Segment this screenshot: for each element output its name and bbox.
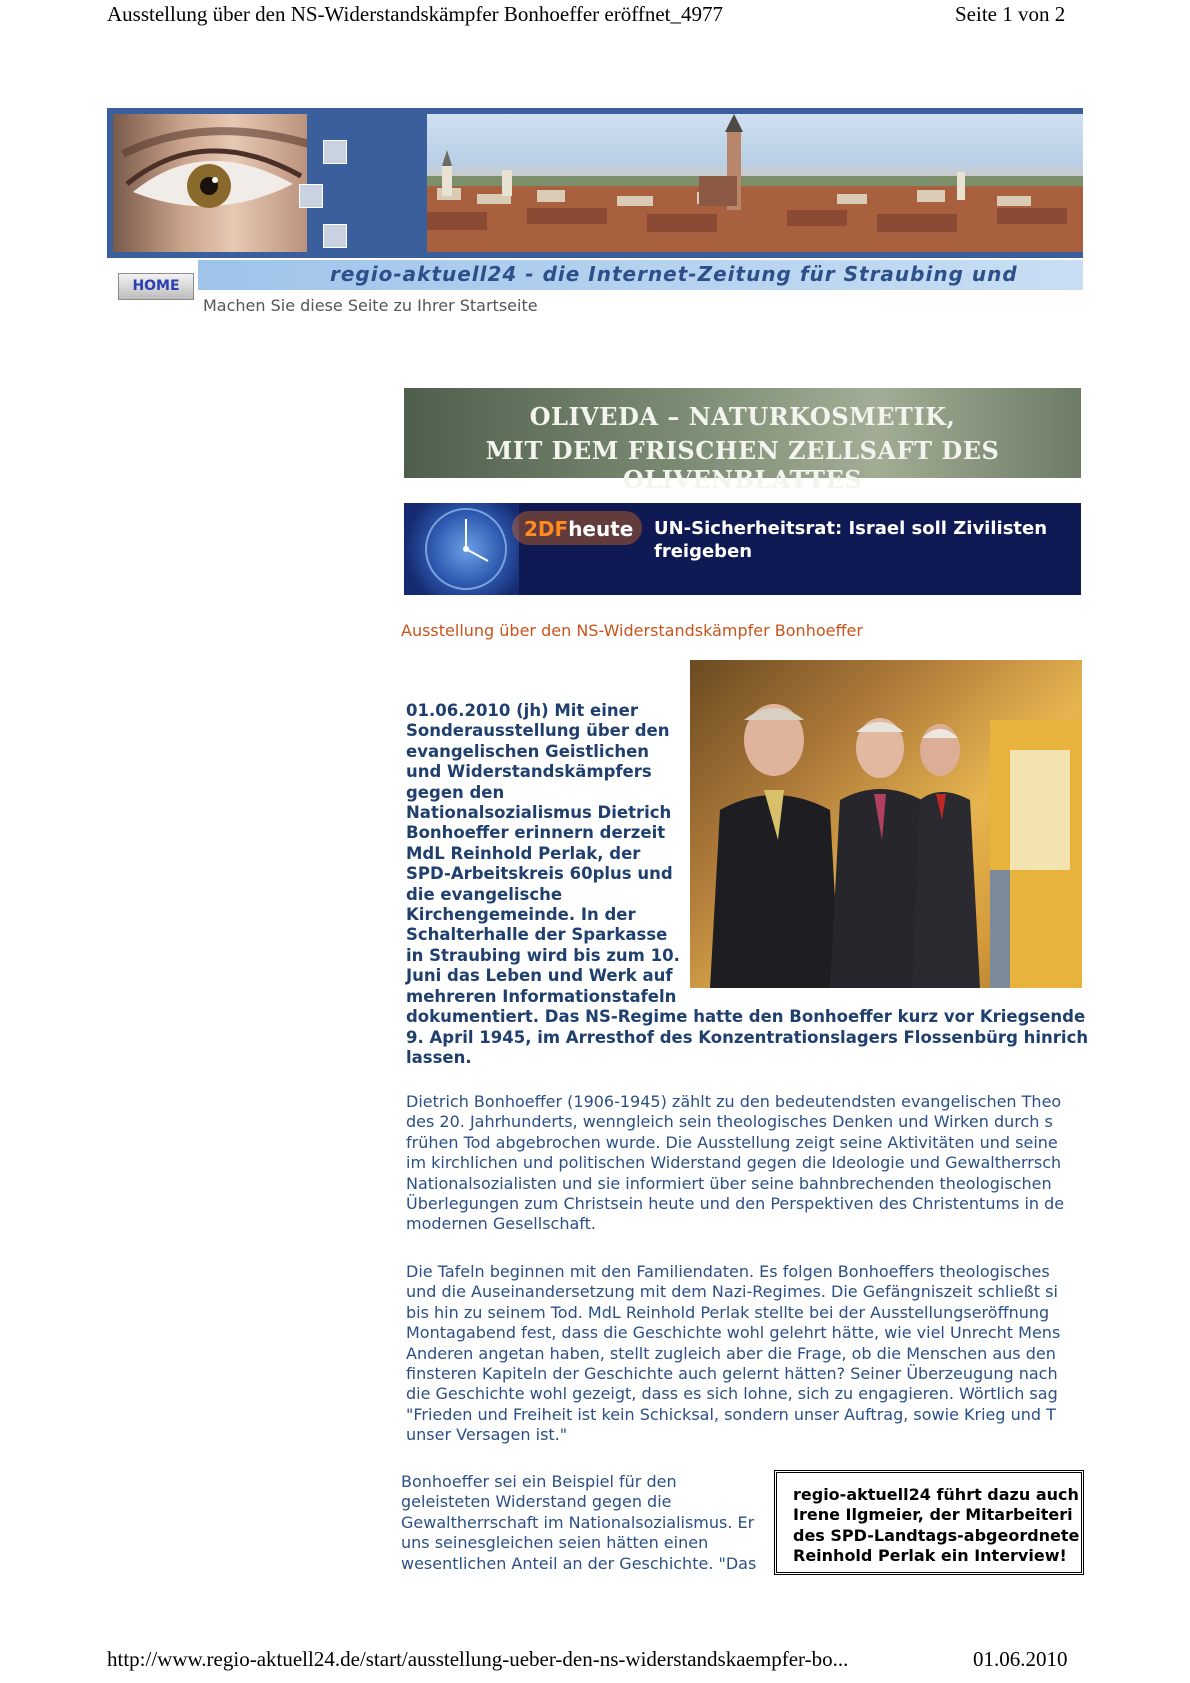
paragraph-line: wesentlichen Anteil an der Geschichte. "Das — [401, 1553, 757, 1573]
eye-image — [113, 114, 313, 252]
article-lead — [406, 701, 1089, 1068]
lead-line: gegen den — [406, 782, 505, 802]
lead-line: Bonhoeffer erinnern derzeit — [406, 823, 666, 843]
lead-line: die evangelische — [406, 884, 563, 904]
article-paragraph-3 — [406, 1262, 1082, 1446]
interview-line: Reinhold Perlak ein Interview! — [793, 1546, 1067, 1566]
paragraph-line: "Frieden und Freiheit ist kein Schicksal, sondern unser Auftrag, sowie Krieg und T — [406, 1404, 1056, 1424]
interview-line: Irene Ilgmeier, der Mitarbeiteri — [793, 1505, 1073, 1525]
lead-line: Sonderausstellung über den — [406, 721, 670, 741]
lead-line: Kirchengemeinde. In der — [406, 905, 636, 925]
paragraph-line: Gewaltherrschaft im Nationalsozialismus. Er — [401, 1512, 755, 1532]
paragraph-line: modernen Gesellschaft. — [406, 1214, 596, 1234]
article-paragraph-2 — [406, 1092, 1082, 1235]
lead-line: 9. April 1945, im Arresthof des Konzentrationslagers Flossenbürg hinrich — [406, 1027, 1089, 1047]
lead-line: evangelischen Geistlichen — [406, 741, 650, 761]
oliveda-ad-line1: OLIVEDA – NATURKOSMETIK, — [529, 402, 956, 431]
city-panorama-image — [317, 114, 1083, 252]
lead-line: dokumentiert. Das NS-Regime hatte den Bonhoeffer kurz vor Kriegsende — [406, 1007, 1086, 1027]
site-tagline: regio-aktuell24 - die Internet-Zeitung für Straubing und — [330, 262, 1018, 286]
paragraph-line: im kirchlichen und politischen Widerstand gegen die Ideologie und Gewaltherrsch — [406, 1153, 1062, 1173]
paragraph-line: Dietrich Bonhoeffer (1906-1945) zählt zu den bedeutendsten evangelischen Theo — [406, 1092, 1062, 1111]
set-startpage-link[interactable]: Machen Sie diese Seite zu Ihrer Startseite — [203, 296, 538, 315]
paragraph-line: Anderen angetan haben, stellt zugleich aber die Frage, ob die Menschen aus den — [406, 1343, 1056, 1363]
article-title: Ausstellung über den NS-Widerstandskämpfer Bonhoeffer — [401, 621, 863, 640]
paragraph-line: bis hin zu seinem Tod. MdL Reinhold Perlak stellte bei der Ausstellungseröffnung — [406, 1302, 1050, 1322]
lead-line: MdL Reinhold Perlak, der — [406, 843, 641, 863]
paragraph-line: uns seinesgleichen seien hätten einen — [401, 1533, 709, 1553]
oliveda-ad-line2: MIT DEM FRISCHEN ZELLSAFT DES OLIVENBLATTES — [485, 436, 1000, 494]
print-footer-url: http://www.regio-aktuell24.de/start/ausstellung-ueber-den-ns-widerstandskaempfer-bo... — [107, 1647, 849, 1671]
paragraph-line: des 20. Jahrhunderts, wenngleich sein theologisches Denken und Wirken durch s — [406, 1112, 1053, 1132]
paragraph-line: die Geschichte wohl gezeigt, dass es sich lohne, sich zu engagieren. Wörtlich sag — [406, 1384, 1058, 1404]
paragraph-line: unser Versagen ist." — [406, 1425, 568, 1445]
oliveda-ad-banner[interactable] — [404, 388, 1081, 494]
paragraph-line: und die Auseinandersetzung mit dem Nazi-Regimes. Die Gefängniszeit schließt si — [406, 1282, 1058, 1302]
lead-line: Nationalsozialismus Dietrich — [406, 803, 672, 823]
zdf-logo-prefix: 2DF — [524, 517, 569, 541]
interview-info-box — [774, 1470, 1084, 1575]
banner-decoration — [307, 114, 427, 252]
paragraph-line: Bonhoeffer sei ein Beispiel für den — [401, 1472, 677, 1491]
interview-line: regio-aktuell24 führt dazu auch — [793, 1485, 1079, 1504]
globe-clock-icon — [404, 503, 519, 595]
paragraph-line: Montagabend fest, dass die Geschichte wohl gelehrt hätte, wie viel Unrecht Mens — [406, 1323, 1061, 1343]
print-header-page: Seite 1 von 2 — [955, 2, 1066, 26]
site-banner — [107, 108, 1083, 258]
home-button[interactable]: HOME — [118, 273, 194, 300]
lead-line: lassen. — [406, 1047, 472, 1067]
paragraph-line: frühen Tod abgebrochen wurde. Die Ausstellung zeigt seine Aktivitäten und seine — [406, 1132, 1058, 1152]
lead-line: Schalterhalle der Sparkasse — [406, 925, 668, 945]
paragraph-line: Überlegungen zum Christsein heute und den Perspektiven des Christentums in de — [406, 1194, 1065, 1214]
interview-line: des SPD-Landtags-abgeordnete — [793, 1525, 1080, 1545]
zdf-heute-news-banner[interactable] — [404, 503, 1081, 595]
article-paragraph-4 — [401, 1472, 771, 1574]
paragraph-line: Nationalsozialisten und sie informiert über seine bahnbrechenden theologischen — [406, 1173, 1052, 1193]
zdf-logo-suffix: heute — [568, 517, 634, 541]
lead-line: SPD-Arbeitskreis 60plus und — [406, 864, 673, 884]
lead-line: 01.06.2010 (jh) Mit einer — [406, 701, 638, 720]
paragraph-line: finsteren Kapiteln der Geschichte auch gelernt hätten? Seiner Überzeugung nach — [406, 1364, 1058, 1384]
lead-line: in Straubing wird bis zum 10. — [406, 945, 680, 965]
zdf-news-headline[interactable]: UN-Sicherheitsrat: Israel soll Zivilisten freigeben — [654, 518, 1048, 562]
lead-line: Juni das Leben und Werk auf — [406, 966, 673, 986]
paragraph-line: geleisteten Widerstand gegen die — [401, 1492, 672, 1512]
print-footer-date: 01.06.2010 — [973, 1647, 1068, 1671]
lead-line: und Widerstandskämpfers — [406, 762, 652, 782]
lead-line: mehreren Informationstafeln — [406, 986, 677, 1006]
zdf-heute-logo — [524, 517, 633, 541]
print-header-title: Ausstellung über den NS-Widerstandskämpfer Bonhoeffer eröffnet_4977 — [107, 2, 723, 26]
paragraph-line: Die Tafeln beginnen mit den Familiendaten. Es folgen Bonhoeffers theologisches — [406, 1262, 1050, 1281]
